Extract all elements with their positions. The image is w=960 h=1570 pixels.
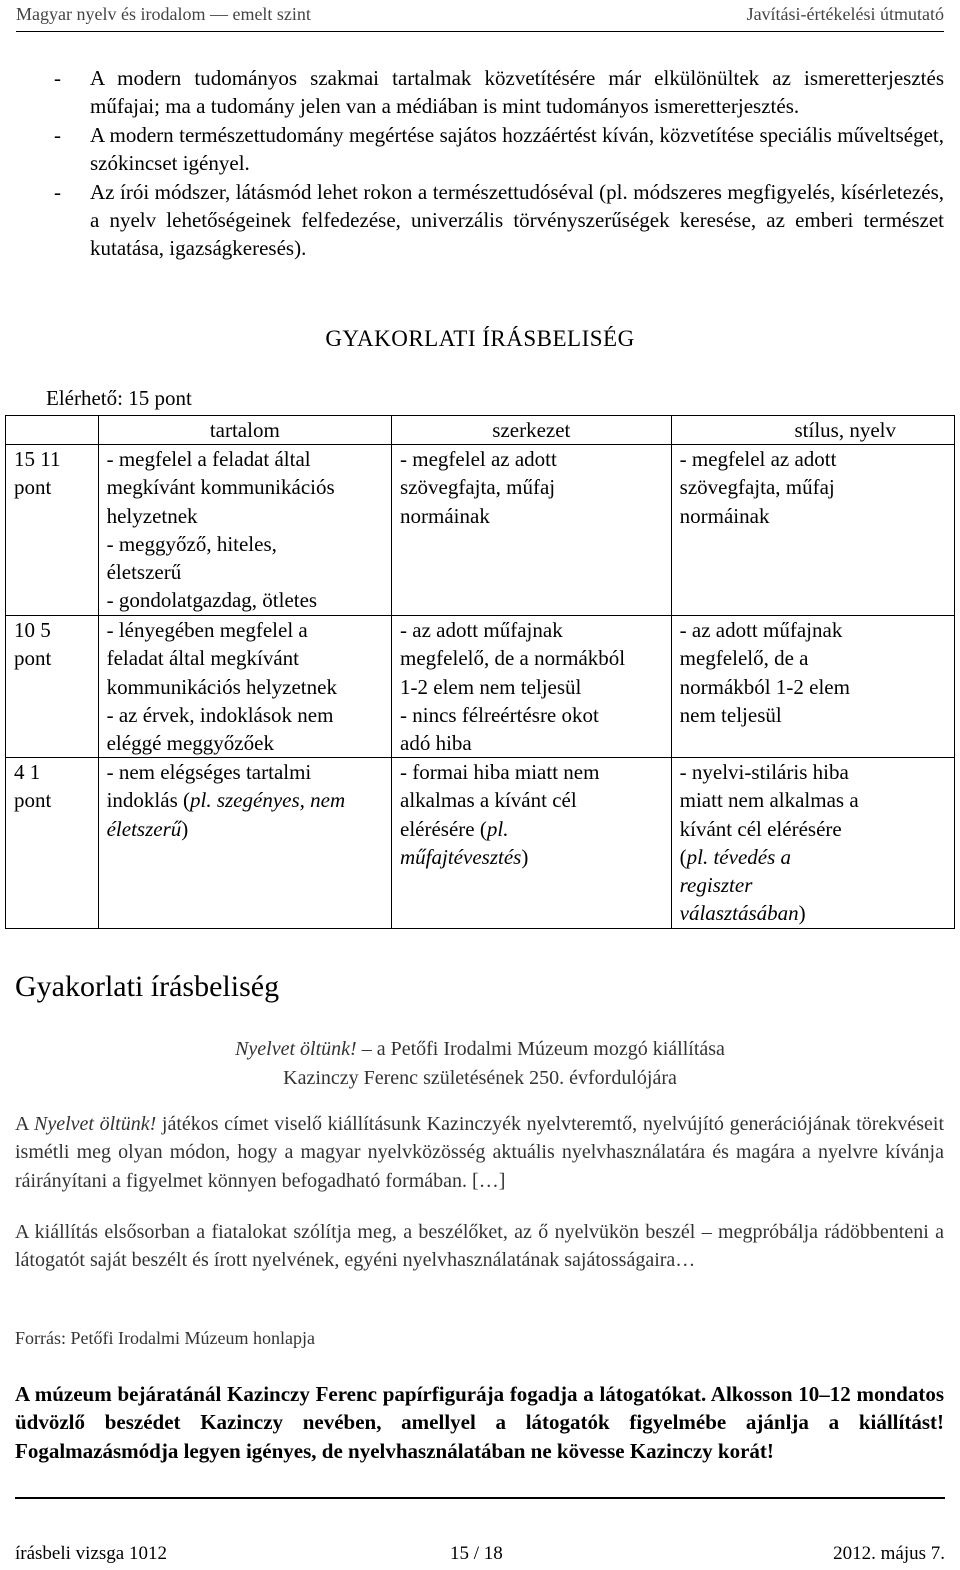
- divider: [15, 1497, 945, 1499]
- table-header-row: [6, 416, 955, 445]
- szerkezet-cell: - az adott műfajnak megfelelő, de a normákból 1-2 elem nem teljesül - nincs félreértésre okot adó hiba: [392, 616, 672, 758]
- szerkezet-cell: - formai hiba miatt nem alkalmas a kívánt cél elérésére (pl. műfajtévesztés): [392, 758, 672, 929]
- bullet-item: - A modern természettudomány megértése sajátos hozzáértést kíván, közvetítése speciális műveltséget, szókincset igényel.: [54, 121, 944, 178]
- exhibit-paragraph-1: A Nyelvet öltünk! játékos címet viselő kiállításunk Kazinczyék nyelvteremtő, nyelvújító generációjának törekvéseit ismétli meg olyan módon, hogy a magyar nyelvközösség aktuális nyelvhasználatára és magára a nyelvre kívánja ráirányítani a figyelmet könnyen befogadható formában. […]: [15, 1113, 944, 1192]
- footer-left: írásbeli vizsga 1012: [15, 1543, 167, 1564]
- tartalom-cell: - nem elégséges tartalmi indoklás (pl. szegényes, nem életszerű): [98, 758, 391, 929]
- subsection-heading: Gyakorlati írásbeliség: [15, 970, 280, 1003]
- header-cell-stilus: stílus, nyelv: [671, 416, 954, 445]
- header-right: Javítási-értékelési útmutató: [746, 4, 944, 24]
- section-title: GYAKORLATI ÍRÁSBELISÉG: [325, 326, 635, 351]
- bullet-text: A modern természettudomány megértése sajátos hozzáértést kíván, közvetítése speciális műveltséget, szókincset igényel.: [90, 122, 944, 176]
- table-row: [6, 758, 955, 929]
- page-header: [16, 0, 944, 32]
- points-cell: 15 11 pont: [6, 445, 99, 616]
- points-cell: 4 1 pont: [6, 758, 99, 929]
- stilus-cell: - megfelel az adott szövegfajta, műfaj normáinak: [671, 445, 954, 616]
- bullet-item: - A modern tudományos szakmai tartalmak közvetítésére már elkülönültek az ismeretterjesztés műfajai; ma a tudomány jelen van a médiában is mint tudományos ismeretterjesztés.: [54, 64, 944, 121]
- bullet-text: Az írói módszer, látásmód lehet rokon a természettudóséval (pl. módszeres megfigyelés, kísérletezés, a nyelv lehetőségeinek felfedezése, univerzális törvényszerűségek keresése, az emberi természet kutatása, igazságkeresés).: [90, 179, 944, 261]
- max-points-label: Elérhető: 15 pont: [46, 386, 192, 410]
- footer-date: 2012. május 7.: [833, 1543, 945, 1564]
- table-row: [6, 616, 955, 758]
- header-cell-tartalom: tartalom: [98, 416, 391, 445]
- tartalom-cell: - megfelel a feladat által megkívánt kommunikációs helyzetnek - meggyőző, hiteles, életszerű - gondolatgazdag, ötletes: [98, 445, 391, 616]
- szerkezet-cell: - megfelel az adott szövegfajta, műfaj normáinak: [392, 445, 672, 616]
- header-cell-empty: [6, 416, 99, 445]
- header-left: Magyar nyelv és irodalom — emelt szint: [16, 4, 311, 24]
- scoring-table: [5, 415, 955, 929]
- exhibit-title: Nyelvet öltünk! – a Petőfi Irodalmi Múzeum mozgó kiállítása Kazinczy Ferenc születésének 250. évfordulójára: [235, 1038, 725, 1089]
- header-cell-szerkezet: szerkezet: [392, 416, 672, 445]
- bullet-list: [54, 64, 944, 263]
- stilus-cell: - az adott műfajnak megfelelő, de a normákból 1-2 elem nem teljesül: [671, 616, 954, 758]
- bullet-text: A modern tudományos szakmai tartalmak közvetítésére már elkülönültek az ismeretterjesztés műfajai; ma a tudomány jelen van a médiában is mint tudományos ismeretterjesztés.: [90, 66, 944, 119]
- stilus-cell: - nyelvi-stiláris hiba miatt nem alkalmas a kívánt cél elérésére (pl. tévedés a regiszter választásában): [671, 758, 954, 929]
- task-description: A múzeum bejáratánál Kazinczy Ferenc papírfigurája fogadja a látogatókat. Alkosson 10–12 mondatos üdvözlő beszédet Kazinczy nevében, amellyel a látogatók figyelmébe ajánlja a kiállítást! Fogalmazásmódja legyen igényes, de nyelvhasználatában ne kövesse Kazinczy korát!: [15, 1382, 944, 1463]
- bullet-item: - Az írói módszer, látásmód lehet rokon a természettudóséval (pl. módszeres megfigyelés, kísérletezés, a nyelv lehetőségeinek felfedezése, univerzális törvényszerűségek keresése, az emberi természet kutatása, igazságkeresés).: [54, 178, 944, 263]
- tartalom-cell: - lényegében megfelel a feladat által megkívánt kommunikációs helyzetnek - az érvek, indoklások nem eléggé meggyőzőek: [98, 616, 391, 758]
- points-cell: 10 5 pont: [6, 616, 99, 758]
- exhibit-paragraph-2: A kiállítás elsősorban a fiatalokat szólítja meg, a beszélőket, az ő nyelvükön beszél – megpróbálja rádöbbenteni a látogatót saját beszélt és írott nyelvének, egyéni nyelvhasználatának sajátosságaira…: [15, 1221, 944, 1272]
- table-row: [6, 445, 955, 616]
- page-number: 15 / 18: [450, 1543, 503, 1564]
- source-line: Forrás: Petőfi Irodalmi Múzeum honlapja: [15, 1328, 315, 1348]
